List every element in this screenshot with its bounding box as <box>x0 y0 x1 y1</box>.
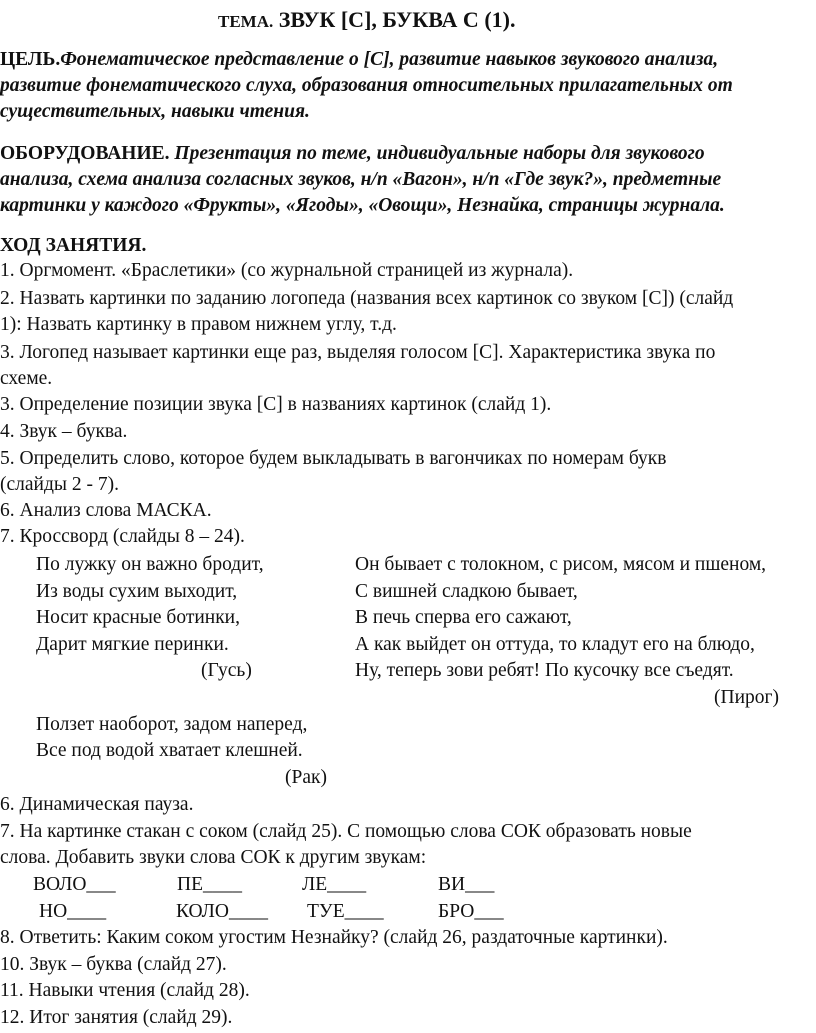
riddle-goose-answer: (Гусь) <box>201 660 252 681</box>
goal-line-2: развитие фонематического слуха, образования относительных прилагательных от <box>0 75 733 96</box>
equipment-label: ОБОРУДОВАНИЕ <box>0 143 165 164</box>
lesson-step: 10. Звук – буква (слайд 27). <box>0 954 227 975</box>
lesson-step: 7. Кроссворд (слайды 8 – 24). <box>0 526 245 547</box>
lesson-step: 6. Динамическая пауза. <box>0 794 194 815</box>
lesson-step: 2. Назвать картинки по заданию логопеда (названия всех картинок со звуком [С]) (слайд <box>0 288 734 309</box>
riddle-pie-line: С вишней сладкою бывает, <box>355 581 578 602</box>
lesson-step: 8. Ответить: Каким соком угостим Незнайку? (слайд 26, раздаточные картинки). <box>0 927 668 948</box>
word-blank: ВОЛО___ <box>33 874 116 895</box>
goal-label: ЦЕЛЬ. <box>0 49 61 70</box>
lesson-step: 12. Итог занятия (слайд 29). <box>0 1007 233 1028</box>
goal-text: Фонематическое представление о [С], развитие навыков звукового анализа, <box>60 49 719 70</box>
word-blank: ПЕ____ <box>177 874 242 895</box>
riddle-crayfish-answer: (Рак) <box>285 767 327 788</box>
lesson-step: 3. Определение позиции звука [С] в названиях картинок (слайд 1). <box>0 394 552 415</box>
riddle-pie-line: Он бывает с толокном, с рисом, мясом и пшеном, <box>355 554 767 575</box>
word-blank: НО____ <box>39 901 107 922</box>
title-prefix: ТЕМА. <box>218 12 274 31</box>
riddle-pie-answer: (Пирог) <box>714 687 780 708</box>
lesson-step: схеме. <box>0 368 53 389</box>
lesson-step: 1): Назвать картинку в правом нижнем углу, т.д. <box>0 314 397 335</box>
lesson-step: 3. Логопед называет картинки еще раз, выделяя голосом [С]. Характеристика звука по <box>0 342 716 363</box>
word-blank: ЛЕ____ <box>302 874 367 895</box>
title-text: ЗВУК [С], БУКВА С (1). <box>278 7 516 32</box>
equipment-text: Презентация по теме, индивидуальные наборы для звукового <box>174 143 705 164</box>
lesson-heading: ХОД ЗАНЯТИЯ. <box>0 235 147 256</box>
page-title <box>218 8 515 34</box>
riddle-crayfish-line: Ползет наоборот, задом наперед, <box>36 714 308 735</box>
word-blank: ТУЕ____ <box>307 901 384 922</box>
lesson-step: слова. Добавить звуки слова СОК к другим звукам: <box>0 847 427 868</box>
word-blank: КОЛО____ <box>176 901 268 922</box>
riddle-pie-line: В печь сперва его сажают, <box>355 607 572 628</box>
riddle-goose-line: Дарит мягкие перинки. <box>36 634 229 655</box>
riddle-pie-line: А как выйдет он оттуда, то кладут его на блюдо, <box>355 634 755 655</box>
equipment-line-3: картинки у каждого «Фрукты», «Ягоды», «Овощи», Незнайка, страницы журнала. <box>0 195 725 216</box>
word-blank: ВИ___ <box>438 874 495 895</box>
goal-line-3: существительных, навыки чтения. <box>0 101 310 122</box>
lesson-step: 6. Анализ слова МАСКА. <box>0 500 212 521</box>
equipment-line-2: анализа, схема анализа согласных звуков, н/п «Вагон», н/п «Где звук?», предметные <box>0 169 722 190</box>
riddle-pie-line: Ну, теперь зови ребят! По кусочку все съедят. <box>355 660 734 681</box>
riddle-goose-line: Из воды сухим выходит, <box>36 581 238 602</box>
lesson-step: 7. На картинке стакан с соком (слайд 25). С помощью слова СОК образовать новые <box>0 821 692 842</box>
word-blank: БРО___ <box>438 901 504 922</box>
lesson-step: 4. Звук – буква. <box>0 421 128 442</box>
lesson-step: (слайды 2 - 7). <box>0 474 119 495</box>
riddle-goose-line: По лужку он важно бродит, <box>36 554 264 575</box>
equipment-line-1: ОБОРУДОВАНИЕ. Презентация по теме, индивидуальные наборы для звукового <box>0 143 705 164</box>
riddle-crayfish-line: Все под водой хватает клешней. <box>36 740 303 761</box>
lesson-step: 1. Оргмомент. «Браслетики» (со журнальной страницей из журнала). <box>0 260 574 281</box>
riddle-goose-line: Носит красные ботинки, <box>36 607 240 628</box>
lesson-step: 5. Определить слово, которое будем выкладывать в вагончиках по номерам букв <box>0 448 667 469</box>
lesson-step: 11. Навыки чтения (слайд 28). <box>0 980 250 1001</box>
goal-line-1 <box>0 48 718 72</box>
